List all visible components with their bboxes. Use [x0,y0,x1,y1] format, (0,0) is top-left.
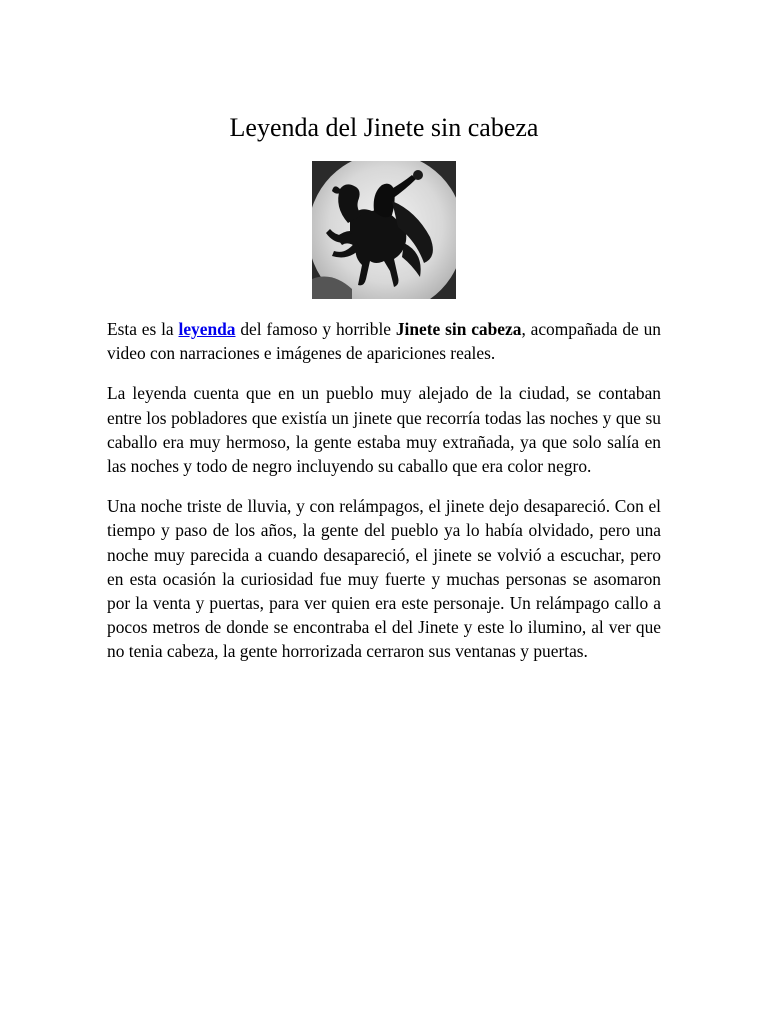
legend-paragraph: La leyenda cuenta que en un pueblo muy alejado de la ciudad, se contaban entre los pobladores que existía un jinete que recorría todas las noches y que su caballo era muy hermoso, la gente estaba muy extrañada, ya que solo salía en las noches y todo de negro incluyendo su caballo que era color negro. [107,383,661,477]
intro-text-middle: del famoso y horrible [235,319,396,339]
page-title: Leyenda del Jinete sin cabeza [229,113,539,142]
headless-horseman-image [312,161,456,299]
story-paragraph: Una noche triste de lluvia, y con relámpagos, el jinete dejo desapareció. Con el tiempo y paso de los años, la gente del pueblo ya lo había olvidado, pero una noche muy parecida a cuando desapareció, el jinete se volvió a escuchar, pero en esta ocasión la curiosidad fue muy fuerte y muchas personas se asomaron por la venta y puertas, para ver quien era este personaje. Un relámpago callo a pocos metros de donde se encontraba el del Jinete y este lo ilumino, al ver que no tenia cabeza, la gente horrorizada cerraron sus ventanas y puertas. [107,496,661,662]
intro-text-end: , acompañada de un video con narraciones e imágenes de apariciones reales. [107,319,661,364]
intro-bold-text: Jinete sin cabeza [395,319,522,339]
leyenda-link[interactable]: leyenda [178,319,236,339]
document-body [107,317,661,680]
intro-paragraph [107,317,661,365]
headless-horseman-illustration [312,161,456,299]
intro-text-start: Esta es la [107,319,179,339]
